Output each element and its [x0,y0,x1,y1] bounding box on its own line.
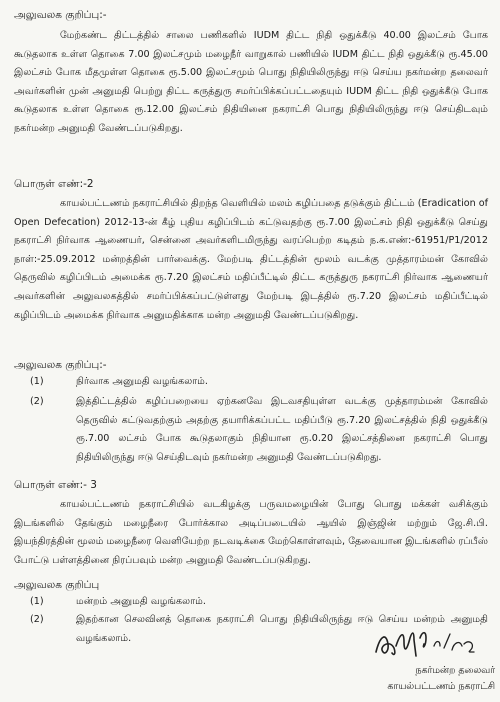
subject3-note-heading: அலுவலக குறிப்பு [14,579,100,591]
item-text: மன்றம் அனுமதி வழங்கலாம். [76,596,206,607]
subject3-item-1 [30,593,488,612]
subject2-item-1 [30,373,488,392]
handwritten-signature [370,626,495,664]
section1-body-text: மேற்கண்ட திட்டத்தில் சாலை பணிகளில் IUDM திட்ட நிதி ஒதுக்கீடு 40.00 இலட்சம் போக கூடுதலாக உள்ள தொகை 7.00 இலட்சமும் மழைநீர் வாறுகால் பணியில் IUDM திட்ட நிதி ஒதுக்கீடு ரூ.45.00 இலட்சம் போக மீதமுள்ள தொகை ரூ.5.00 இலட்சமும் பொது நிதியிலிருந்து ஈடு செய்ய நகர்மன்ற தலைவர் அவர்களின் முன் அனுமதி பெற்று திட்ட கருத்துரு சமர்ப்பிக்கப்பட்டதையும் IUDM திட்ட நிதி ஒதுக்கீடு போக கூடுதலாக உள்ள தொகை ரூ.12.00 இலட்சம் நிதியினை நகராட்சி பொது நிதியிலிருந்து ஈடு செய்திடவும் நகர்மன்ற அனுமதி வேண்டப்படுகிறது. [14,30,488,134]
subject3-body [14,496,488,570]
section1-body [14,27,488,139]
item-number: (1) [30,376,44,387]
subject2-heading: பொருள் எண்:-2 [14,178,94,190]
item-text: இத்திட்டத்தில் கழிப்பறையை ஏற்கனவே இடவசதியுள்ள வடக்கு முத்தாரம்மன் கோவில் தெருவில் கட்டுவதற்கும் அதற்கு தயாரிக்கப்பட்ட மதிப்பீடு ரூ.7.20 இலட்சத்தில் நிதி ஒதுக்கீடு ரூ.7.00 லட்சம் போக கூடுதலாகும் நிதியான ரூ.0.20 இலட்சத்தினை நகராட்சி பொது நிதியிலிருந்து ஈடு செய்திடவும் நகர்மன்ற அனுமதி வேண்டப்படுகிறது. [76,396,488,463]
item-text: நிர்வாக அனுமதி வழங்கலாம். [76,376,208,387]
subject2-body [14,195,488,325]
subject2-note-heading: அலுவலக குறிப்பு:- [14,359,107,371]
signature-office: காயல்பட்டணம் நகராட்சி [387,681,495,692]
subject3-body-text: காயல்பட்டணம் நகராட்சியில் வடகிழக்கு பருவமழையின் போது பொது மக்கள் வசிக்கும் இடங்களில் தேங்கும் மழைநீரை போர்க்கால அடிப்படையில் ஆயில் இஞ்ஜின் மற்றும் ஜே.சி.பி. இயந்திரத்தின் மூலம் மழைநீரை வெளியேற்ற நடவடிக்கை மேற்கொள்ளவும், தேவையான இடங்களில் ரப்பீஸ் போட்டு பள்ளத்தினை நிரப்பவும் மன்ற அனுமதி வேண்டப்படுகிறது. [14,499,488,566]
item-number: (2) [30,396,44,407]
section1-heading: அலுவலக குறிப்பு:- [14,9,107,21]
subject2-item-2 [30,393,488,477]
item-text: இதற்கான செலவினத் தொகை நகராட்சி பொது நிதியிலிருந்து ஈடு செய்ய மன்றம் அனுமதி வழங்கலாம். [76,614,488,644]
item-number: (2) [30,614,44,625]
signature-title: நகர்மன்ற தலைவர் [415,665,495,676]
signature-block [370,640,495,700]
subject3-heading: பொருள் எண்:- 3 [14,479,97,491]
item-number: (1) [30,596,44,607]
subject2-body-text: காயல்பட்டணம் நகராட்சியில் திறந்த வெளியில் மலம் கழிப்பதை தடுக்கும் திட்டம் (Eradication of Open Defecation) 2012-13-ன் கீழ் புதிய கழிப்பிடம் கட்டுவதற்கு ரூ.7.00 இலட்சம் நிதி ஒதுக்கீடு செய்து நகராட்சி நிர்வாக ஆணையர், சென்னை அவர்களிடமிருந்து வரப்பெற்ற கடிதம் ந.க.எண்:-61951/P1/2012 நாள்:-25.09.2012 மன்றத்தின் பார்வைக்கு. மேற்படி திட்டத்தின் மூலம் வடக்கு முத்தாரம்மன் கோவில் தெருவில் கழிப்பிடம் அமைக்க ரூ.7.20 இலட்சம் மதிப்பீட்டில் திட்ட கருத்துரு நகராட்சி நிர்வாக ஆணையர் அவர்களின் அலுவலகத்தில் சமர்ப்பிக்கப்பட்டுள்ளது மேற்படி இடத்தில் ரூ.7.20 இலட்சம் மதிப்பீட்டில் கழிப்பிடம் அமைக்க நிர்வாக அனுமதிக்காக மன்ற அனுமதி வேண்டப்படுகிறது. [14,198,488,321]
